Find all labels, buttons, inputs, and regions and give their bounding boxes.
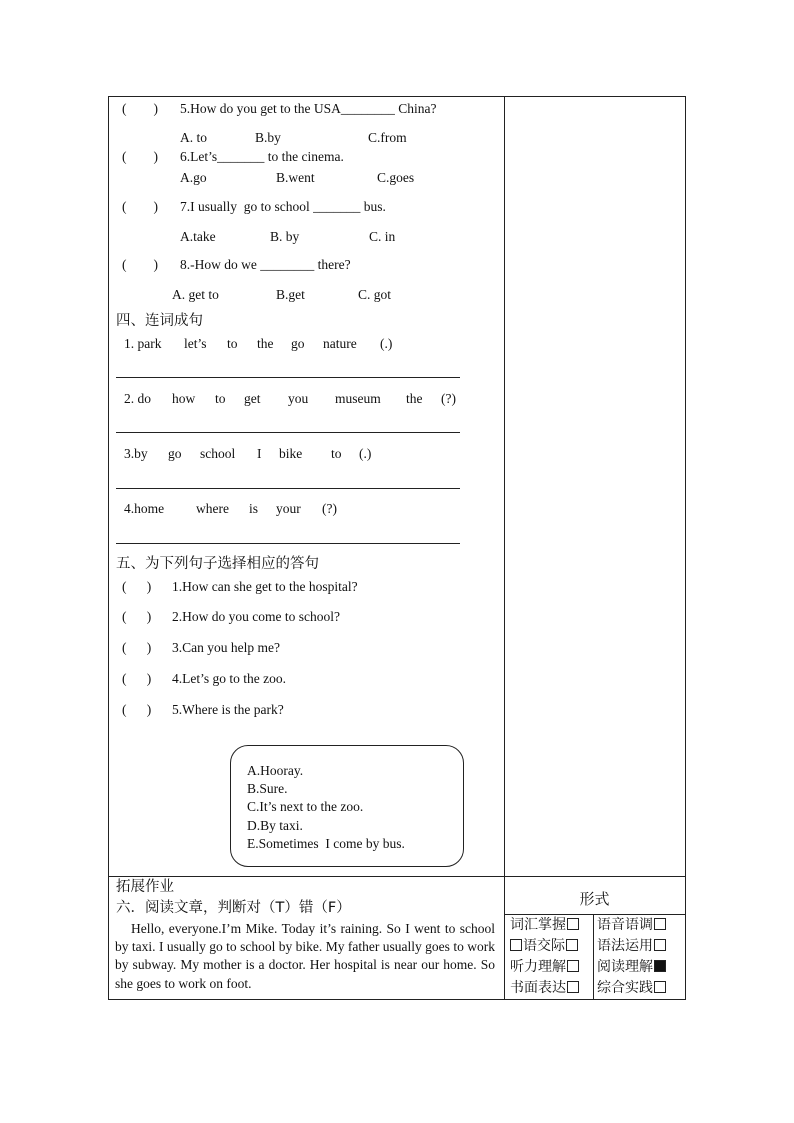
option-b: B.by [255, 130, 281, 145]
word: the [257, 336, 274, 351]
checkbox-icon[interactable] [567, 960, 579, 972]
checkbox-icon[interactable] [510, 939, 522, 951]
answer-option-d: D.By taxi. [247, 818, 303, 833]
checkbox-checked-icon[interactable] [654, 960, 666, 972]
word: to [215, 391, 226, 406]
answer-paren[interactable]: ( ) [122, 101, 158, 116]
checkbox-icon[interactable] [654, 939, 666, 951]
answer-paren[interactable]: ( ) [122, 199, 158, 214]
form-column-divider [593, 914, 594, 999]
option-a: A. to [180, 130, 207, 145]
question-text: 6.Let’s_______ to the cinema. [180, 149, 344, 164]
word: museum [335, 391, 381, 406]
skill-communication: 语交际 [510, 939, 578, 953]
skill-reading: 阅读理解 [597, 960, 666, 974]
question-text: 5.How do you get to the USA________ China? [180, 101, 437, 116]
question-text: 8.-How do we ________ there? [180, 257, 351, 272]
item-text: 3.Can you help me? [172, 640, 280, 655]
word: is [249, 501, 259, 516]
answer-option-b: B.Sure. [247, 781, 288, 796]
reading-passage: Hello, everyone.I’m Mike. Today it’s raining. So I went to school by taxi. I usually go to school by bike. My father usually goes to work by subway. My mother is a doctor. Her hospital is near our home. So she goes to work on foot. [115, 921, 495, 991]
skill-listening: 听力理解 [510, 960, 579, 974]
word: 3.by [124, 446, 148, 461]
option-c: C.from [368, 130, 407, 145]
option-c: C. got [358, 287, 392, 302]
skill-pronunciation: 语音语调 [597, 918, 666, 932]
option-b: B.get [276, 287, 305, 302]
word: (.) [380, 336, 393, 351]
item-text: 5.Where is the park? [172, 702, 284, 717]
option-b: B.went [276, 170, 315, 185]
question-text: 7.I usually go to school _______ bus. [180, 199, 386, 214]
section5-title: 五、为下列句子选择相应的答句 [116, 556, 319, 572]
skill-practice: 综合实践 [597, 981, 666, 995]
answer-options-box [230, 745, 464, 867]
answer-option-e: E.Sometimes I come by bus. [247, 836, 405, 851]
word: I [257, 446, 262, 461]
answer-line-3[interactable] [116, 488, 460, 489]
form-title-divider [504, 914, 685, 915]
answer-line-1[interactable] [116, 377, 460, 378]
skill-vocabulary: 词汇掌握 [510, 918, 579, 932]
column-divider [504, 96, 505, 999]
word: get [244, 391, 261, 406]
option-c: C.goes [377, 170, 415, 185]
checkbox-icon[interactable] [566, 939, 578, 951]
checkbox-icon[interactable] [567, 981, 579, 993]
answer-paren[interactable]: ( ) [122, 702, 152, 717]
skill-grammar: 语法运用 [597, 939, 666, 953]
word: let’s [184, 336, 207, 351]
option-a: A.take [180, 229, 216, 244]
word: (?) [322, 501, 337, 516]
word: your [276, 501, 301, 516]
word: go [168, 446, 182, 461]
answer-line-4[interactable] [116, 543, 460, 544]
word: bike [279, 446, 303, 461]
word: the [406, 391, 423, 406]
word: (?) [441, 391, 456, 406]
word: nature [323, 336, 357, 351]
answer-option-a: A.Hooray. [247, 763, 304, 778]
item-text: 1.How can she get to the hospital? [172, 579, 358, 594]
answer-paren[interactable]: ( ) [122, 579, 152, 594]
word: you [288, 391, 309, 406]
word: to [331, 446, 342, 461]
word: 1. park [124, 336, 162, 351]
word: to [227, 336, 238, 351]
word: go [291, 336, 305, 351]
option-c: C. in [369, 229, 396, 244]
answer-paren[interactable]: ( ) [122, 671, 152, 686]
checkbox-icon[interactable] [654, 918, 666, 930]
option-a: A.go [180, 170, 207, 185]
option-a: A. get to [172, 287, 219, 302]
option-b: B. by [270, 229, 300, 244]
checkbox-icon[interactable] [567, 918, 579, 930]
form-title: 形式 [579, 890, 610, 908]
word: where [196, 501, 229, 516]
word: how [172, 391, 196, 406]
row-divider-extension [108, 876, 685, 877]
word: 4.home [124, 501, 165, 516]
word: 2. do [124, 391, 151, 406]
answer-line-2[interactable] [116, 432, 460, 433]
checkbox-icon[interactable] [654, 981, 666, 993]
extension-heading: 拓展作业 [116, 879, 174, 895]
answer-option-c: C.It’s next to the zoo. [247, 799, 364, 814]
answer-paren[interactable]: ( ) [122, 257, 158, 272]
answer-paren[interactable]: ( ) [122, 609, 152, 624]
answer-paren[interactable]: ( ) [122, 149, 158, 164]
answer-paren[interactable]: ( ) [122, 640, 152, 655]
item-text: 2.How do you come to school? [172, 609, 340, 624]
skill-writing: 书面表达 [510, 981, 579, 995]
reading-task-title: 六．阅读文章，判断对（T）错（F） [116, 900, 351, 916]
item-text: 4.Let’s go to the zoo. [172, 671, 286, 686]
section4-title: 四、连词成句 [116, 313, 203, 329]
word: school [200, 446, 236, 461]
word: (.) [359, 446, 372, 461]
